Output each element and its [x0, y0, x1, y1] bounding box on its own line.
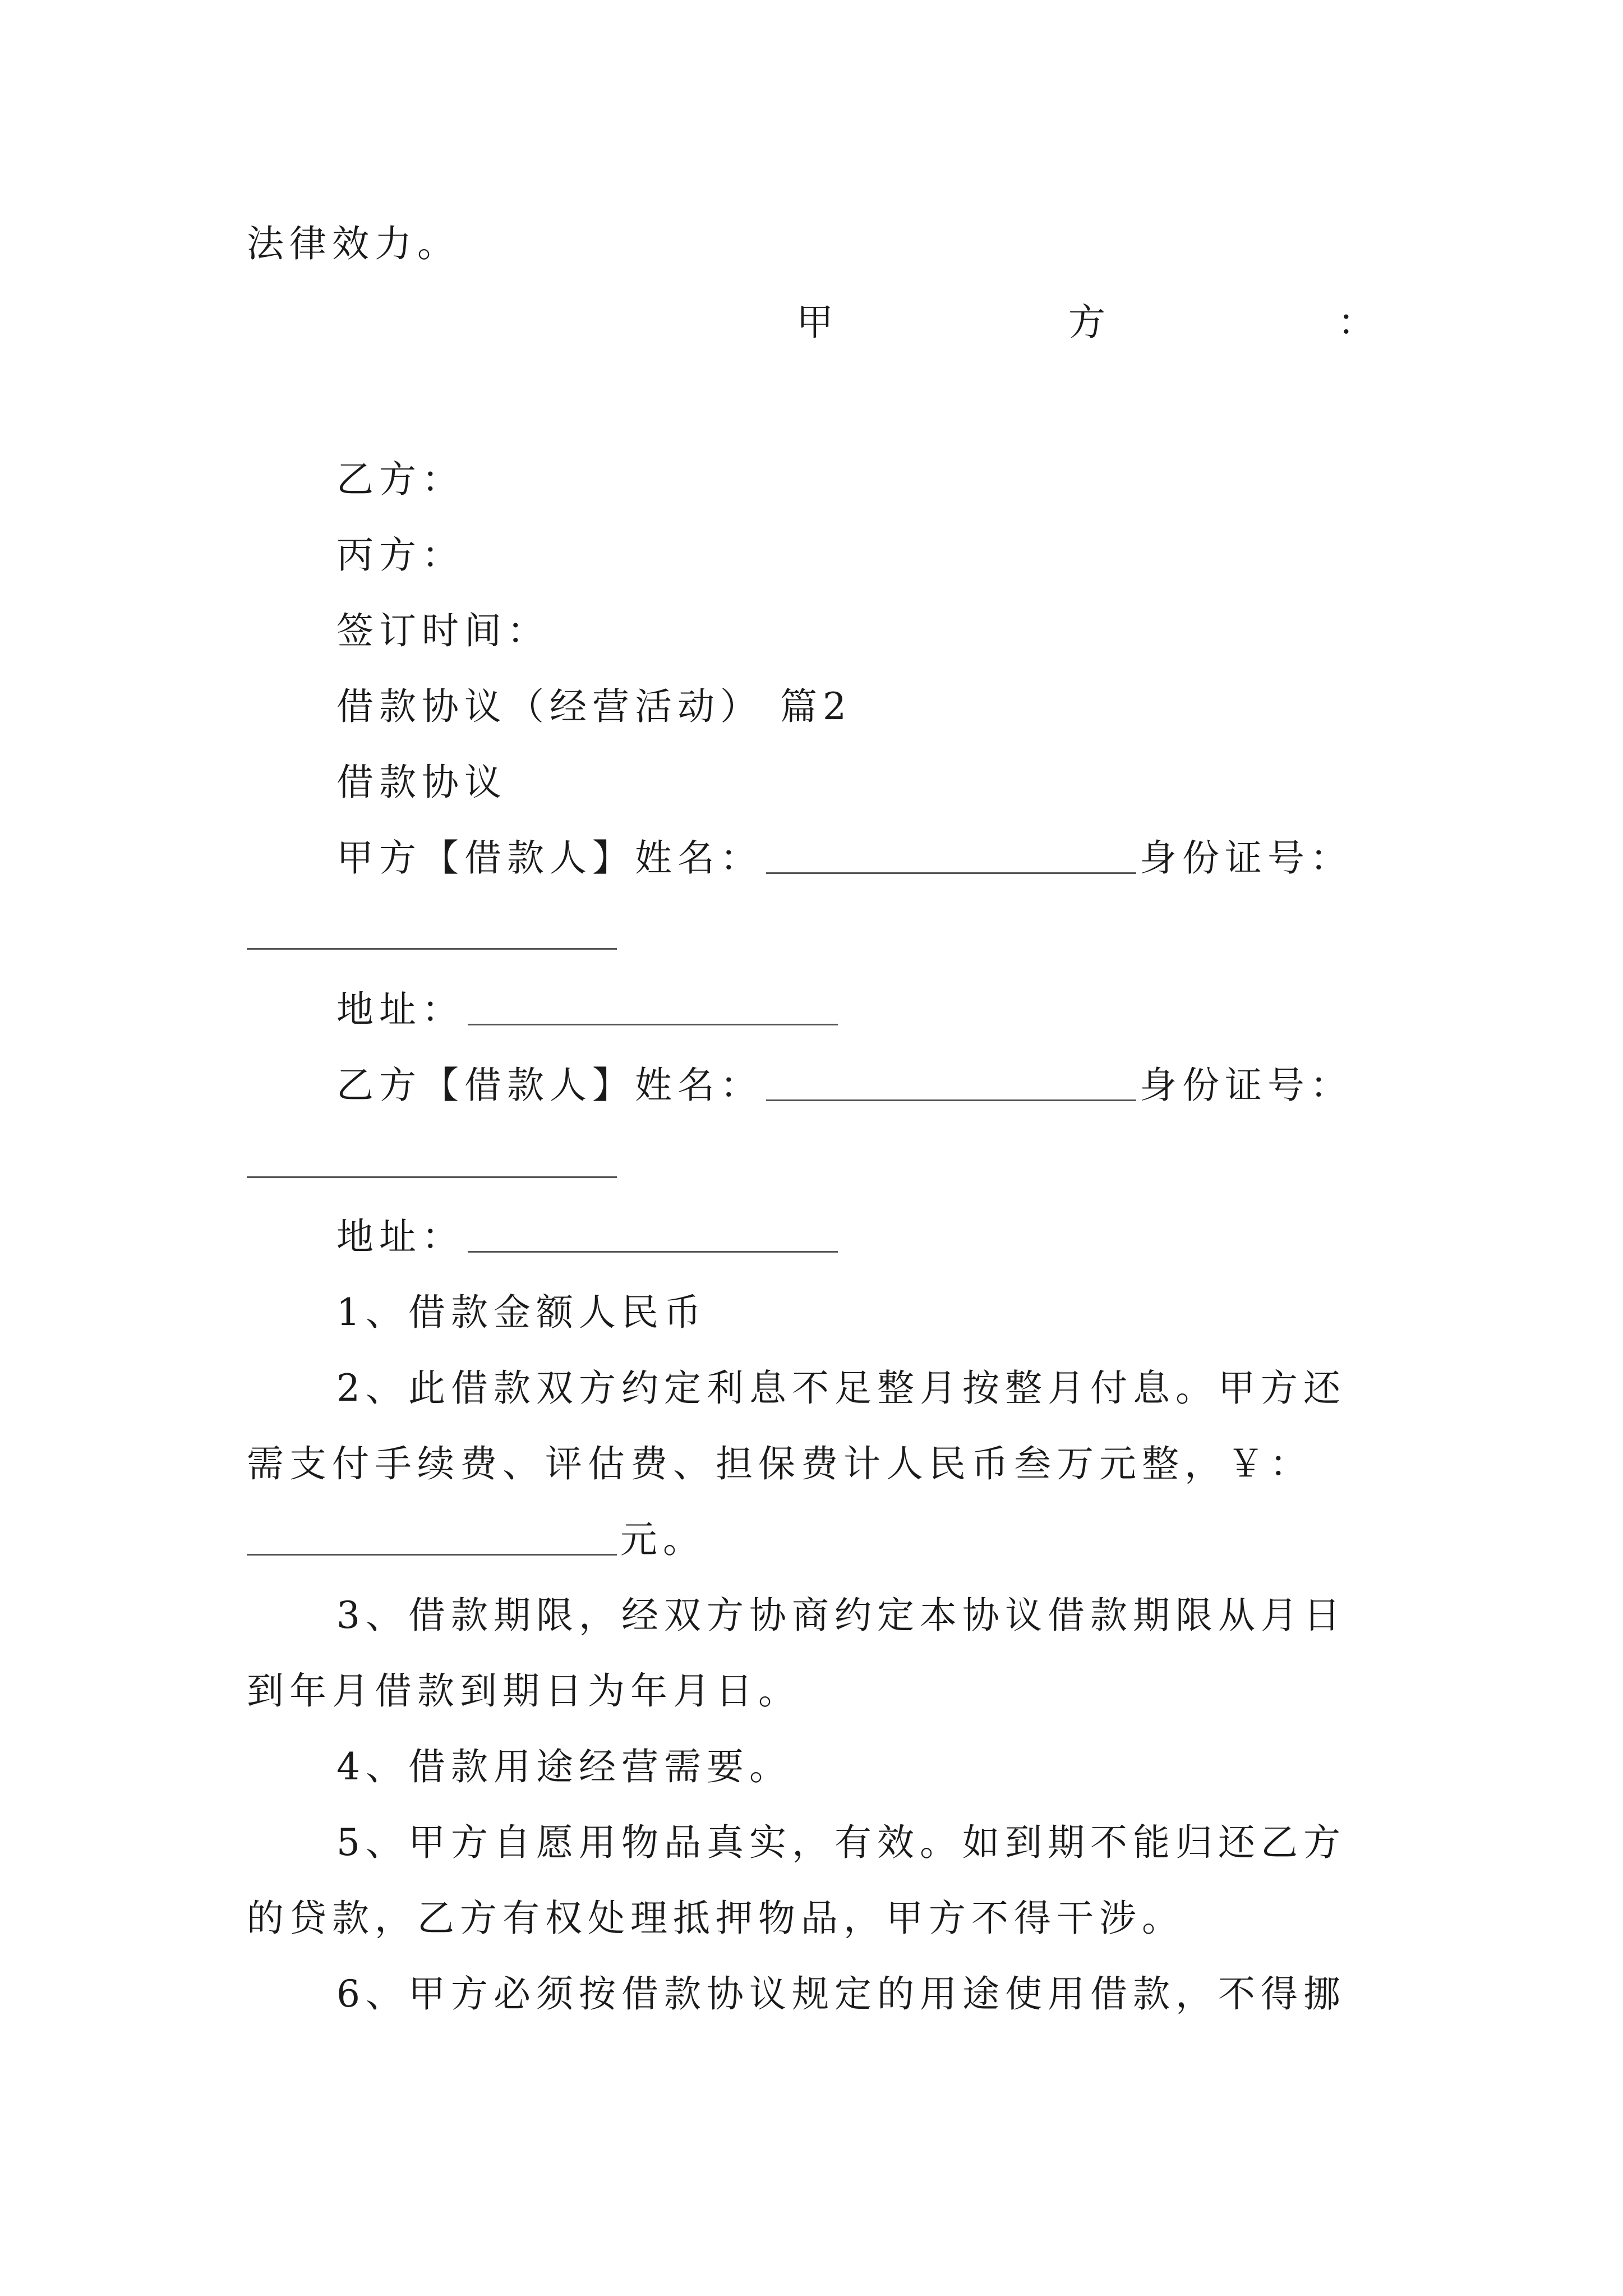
- fee-amount-blank: [247, 1552, 617, 1556]
- signature-label-jia-char2: 方: [1068, 301, 1105, 344]
- address-label-2: 地址：: [336, 1215, 464, 1258]
- clause-2-line-1: 2、此借款双方约定利息不足整月按整月付息。甲方还: [336, 1366, 1346, 1410]
- yi-name-blank: [766, 1097, 1136, 1101]
- jia-name-label: 甲方【借款人】姓名：: [336, 836, 763, 880]
- clause-5-line-2: 的贷款，乙方有权处理抵押物品，甲方不得干涉。: [247, 1897, 1184, 1940]
- jia-id-blank: [247, 948, 617, 950]
- jia-name-line: [336, 827, 1391, 889]
- signing-date-label: 签订时间：: [336, 609, 550, 652]
- yi-name-line: [336, 1055, 1391, 1116]
- party-bing-label: 丙方：: [336, 533, 464, 577]
- clause-2-line-2: 需支付手续费、评估费、担保费计人民币叁万元整，￥：: [247, 1442, 1312, 1485]
- clause-5-line-1: 5、甲方自愿用物品真实，有效。如到期不能归还乙方: [336, 1821, 1346, 1864]
- yi-id-blank: [247, 1176, 617, 1178]
- text-line-legal-effect: 法律效力。: [247, 222, 460, 265]
- signature-label-jia-char1: 甲: [796, 301, 833, 344]
- section-title-2: 借款协议（经营活动） 篇2: [336, 685, 852, 728]
- yi-id-label: 身份证号：: [1140, 1064, 1353, 1107]
- yi-name-label: 乙方【借款人】姓名：: [336, 1064, 763, 1107]
- signature-label-jia-colon: ：: [1338, 301, 1375, 344]
- jia-name-blank: [766, 870, 1136, 874]
- agreement-heading: 借款协议: [336, 761, 507, 804]
- address-label-1: 地址：: [336, 988, 464, 1031]
- jia-address-blank: [468, 1022, 838, 1025]
- jia-id-label: 身份证号：: [1140, 836, 1353, 880]
- clause-2-tail: 元。: [620, 1518, 706, 1561]
- clause-2-line-3: [247, 1509, 1391, 1571]
- party-yi-label: 乙方：: [336, 458, 464, 501]
- yi-address-blank: [468, 1249, 838, 1253]
- jia-address-line: [336, 979, 1391, 1041]
- yi-address-line: [336, 1206, 1391, 1268]
- clause-4: 4、借款用途经营需要。: [336, 1745, 792, 1788]
- clause-3-line-2: 到年月借款到期日为年月日。: [247, 1669, 801, 1713]
- clause-1: 1、借款金额人民币: [336, 1291, 707, 1334]
- clause-6-line-1: 6、甲方必须按借款协议规定的用途使用借款，不得挪: [336, 1972, 1346, 2016]
- clause-3-line-1: 3、借款期限，经双方协商约定本协议借款期限从月日: [336, 1594, 1346, 1637]
